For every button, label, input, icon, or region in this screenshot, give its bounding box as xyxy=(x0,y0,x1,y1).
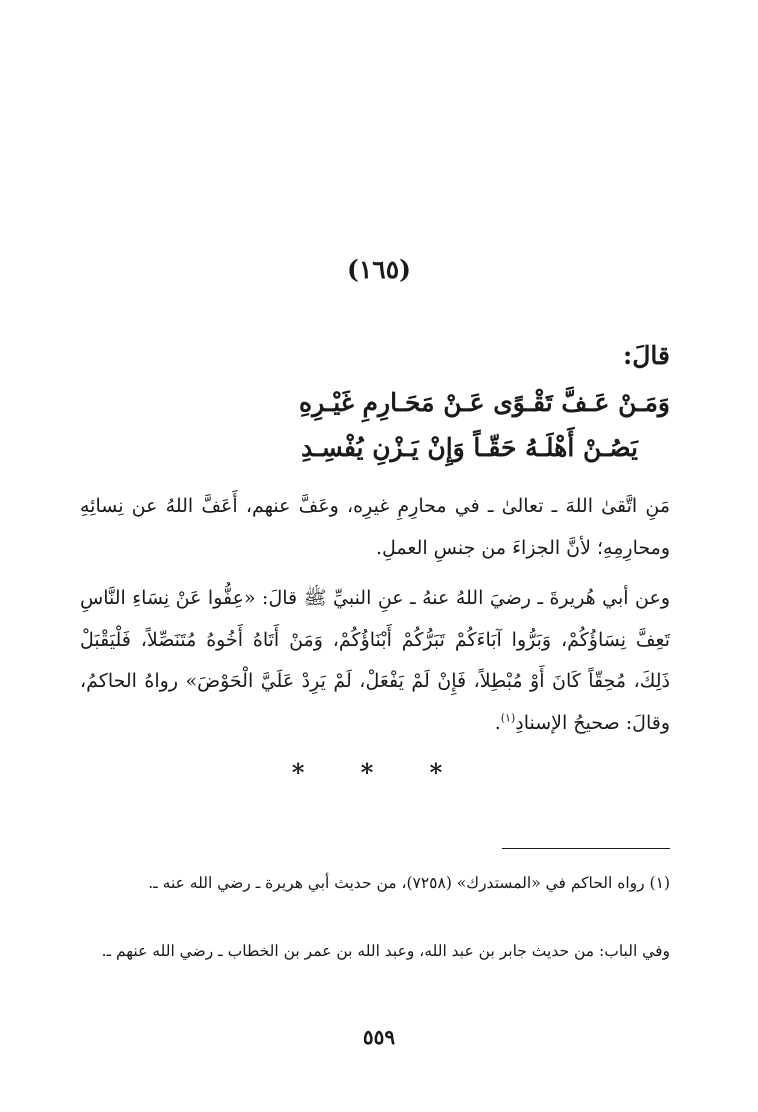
section-number: (١٦٥) xyxy=(347,255,411,284)
footnote-marker: (١) xyxy=(500,711,516,725)
section-separator: * * * xyxy=(291,758,467,787)
hadith-text: وعن أبي هُريرةَ ـ رضيَ اللهُ عنهُ ـ عنِ النبيِّ ﷺ قالَ: «عِفُّوا عَنْ نِسَاءِ النَّاسِ تَعِفَّ نِسَاؤُكُمْ، وَبَرُّوا آبَاءَكُمْ تَبَرُّكُمْ أَبْنَاؤُكُمْ، وَمَنْ أَتَاهُ أَخُوهُ مُتَنَصِّلاً، فَلْيَقْبَلْ ذَلِكَ، مُحِقّاً كَانَ أَوْ مُبْطِلاً، فَإِنْ لَمْ يَفْعَلْ، لَمْ يَرِدْ عَلَيَّ الْحَوْضَ» رواهُ الحاكمُ، وقالَ: صحيحُ الإسنادِ xyxy=(80,587,670,734)
hadith-paragraph xyxy=(80,578,670,744)
footnote-1: (١) رواه الحاكم في «المستدرك» (٧٢٥٨)، من حديث أبي هريرة ـ رضي الله عنه ـ. xyxy=(148,874,670,892)
footnote-2: وفي الباب: من حديث جابر بن عبد الله، وعبد الله بن عمر بن الخطاب ـ رضي الله عنهم ـ. xyxy=(101,942,670,960)
footnote-divider xyxy=(502,848,670,849)
poet-intro: قالَ: xyxy=(623,341,670,370)
paragraph-end: . xyxy=(494,711,501,734)
commentary-paragraph: مَنِ اتَّقىٰ اللهَ ـ تعالىٰ ـ في محارِمِ غيرِه، وعَفَّ عنهم، أَعَفَّ اللهُ عن نِسائِهِ ومحارِمِهِ؛ لأنَّ الجزاءَ من جنسِ العملِ. xyxy=(80,495,670,559)
page-number: ٥٥٩ xyxy=(362,1025,396,1049)
verse-line-2: يَصُـنْ أَهْلَـهُ حَقّـاً وَإِنْ يَـزْنِ يُفْسِـدِ xyxy=(301,433,638,462)
verse-line-1: وَمَـنْ عَـفَّ تَقْـوًى عَـنْ مَحَـارِمِ غَيْـرِهِ xyxy=(299,388,670,417)
